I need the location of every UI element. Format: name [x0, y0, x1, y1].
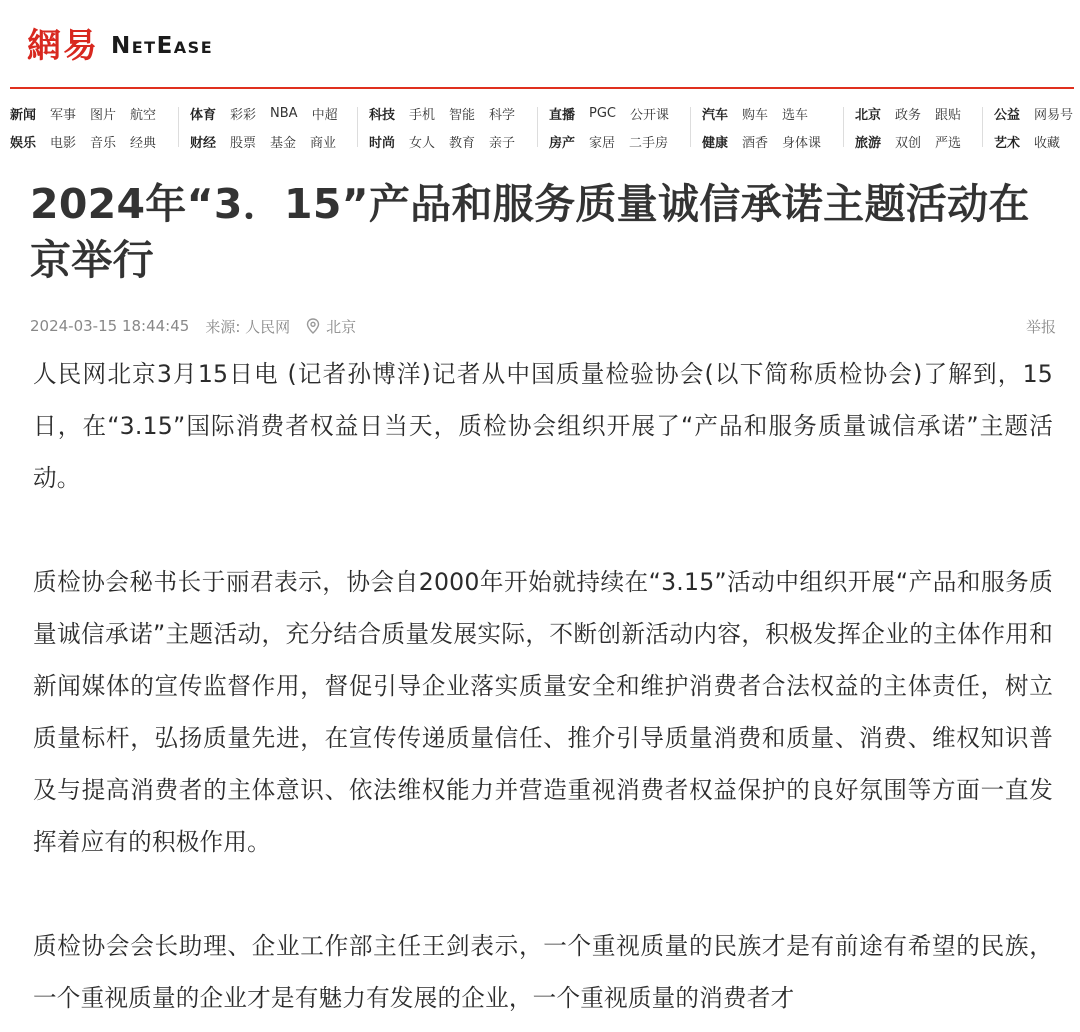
nav-row: [190, 99, 352, 127]
nav-row: [10, 127, 170, 155]
nav-link[interactable]: 财经: [190, 135, 217, 151]
nav-group-auto: [702, 99, 835, 155]
nav-group-charity: [994, 99, 1080, 155]
article-body: [33, 348, 1053, 1032]
nav-row: [10, 99, 170, 127]
publish-datetime: 2024-03-15 18:44:45: [30, 317, 190, 335]
nav-link[interactable]: 亲子: [489, 135, 516, 151]
article-location: [306, 316, 356, 337]
nav-row: [190, 127, 352, 155]
nav-group-sports: [190, 99, 352, 155]
nav-group-news: [10, 99, 170, 155]
article-meta: [30, 314, 1056, 338]
nav-link[interactable]: 图片: [90, 107, 117, 123]
nav-link[interactable]: 房产: [549, 135, 576, 151]
nav-link[interactable]: NBA: [270, 105, 298, 121]
nav-row: [369, 127, 529, 155]
nav-link[interactable]: 股票: [230, 135, 257, 151]
nav-link[interactable]: 直播: [549, 107, 576, 123]
nav-link[interactable]: 健康: [702, 135, 729, 151]
report-link[interactable]: 举报: [1025, 317, 1056, 336]
nav-link[interactable]: 选车: [782, 107, 809, 123]
header-divider: [10, 87, 1074, 89]
article-paragraph: 人民网北京3月15日电 (记者孙博洋)记者从中国质量检验协会(以下简称质检协会)了解到，15日，在“3.15”国际消费者权益日当天，质检协会组织开展了“产品和服务质量诚信承诺”主题活动。: [33, 360, 1053, 492]
nav-link[interactable]: 严选: [935, 135, 962, 151]
nav-row: [994, 99, 1080, 127]
article-title: 2024年“3．15”产品和服务质量诚信承诺主题活动在京举行: [30, 180, 1030, 284]
nav-link[interactable]: 商业: [310, 135, 337, 151]
article-paragraph: 质检协会会长助理、企业工作部主任王剑表示，一个重视质量的民族才是有前途有希望的民族，一个重视质量的企业才是有魅力有发展的企业，一个重视质量的消费者才: [33, 932, 1053, 1012]
nav-link[interactable]: 科技: [369, 107, 396, 123]
nav-link[interactable]: 双创: [895, 135, 922, 151]
nav-link[interactable]: 艺术: [994, 135, 1021, 151]
netease-logo[interactable]: [27, 26, 213, 66]
nav-link[interactable]: 二手房: [629, 135, 669, 151]
nav-link[interactable]: 旅游: [855, 135, 882, 151]
nav-row: [702, 99, 835, 127]
nav-link[interactable]: 女人: [409, 135, 436, 151]
nav-link[interactable]: 军事: [50, 107, 77, 123]
nav-row: [549, 99, 683, 127]
nav-link[interactable]: 收藏: [1034, 135, 1061, 151]
nav-link[interactable]: 航空: [130, 107, 157, 123]
nav-link[interactable]: 电影: [50, 135, 77, 151]
nav-link[interactable]: 酒香: [742, 135, 769, 151]
nav-link[interactable]: 新闻: [10, 107, 37, 123]
nav-link[interactable]: 智能: [449, 107, 476, 123]
nav-link[interactable]: 经典: [130, 135, 157, 151]
nav-link[interactable]: 体育: [190, 107, 217, 123]
nav-row: [549, 127, 683, 155]
nav-link[interactable]: 教育: [449, 135, 476, 151]
nav-link[interactable]: 基金: [270, 135, 297, 151]
nav-link[interactable]: 科学: [489, 107, 516, 123]
logo-chinese-text: 網易: [27, 26, 99, 66]
logo-english-text: NetEase: [111, 33, 214, 59]
nav-link[interactable]: 时尚: [369, 135, 396, 151]
article-source: 来源: 人民网: [205, 317, 291, 336]
nav-link[interactable]: 家居: [589, 135, 616, 151]
nav-row: [702, 127, 835, 155]
nav-group-live: [549, 99, 683, 155]
article-paragraph: 质检协会秘书长于丽君表示，协会自2000年开始就持续在“3.15”活动中组织开展“产品和服务质量诚信承诺”主题活动，充分结合质量发展实际，不断创新活动内容，积极发挥企业的主体作用和新闻媒体的宣传监督作用，督促引导企业落实质量安全和维护消费者合法权益的主体责任，树立质量标杆，弘扬质量先进，在宣传传递质量信任、推介引导质量消费和质量、消费、维权知识普及与提高消费者的主体意识、依法维权能力并营造重视消费者权益保护的良好氛围等方面一直发挥着应有的积极作用。: [33, 568, 1053, 856]
nav-link[interactable]: 彩彩: [230, 107, 257, 123]
nav-group-beijing: [855, 99, 975, 155]
nav-row: [855, 99, 975, 127]
nav-link[interactable]: 网易号: [1034, 107, 1074, 123]
nav-link[interactable]: 娱乐: [10, 135, 37, 151]
location-pin-icon: [306, 318, 320, 334]
nav-link[interactable]: 公益: [994, 107, 1021, 123]
nav-row: [369, 99, 529, 127]
nav-link[interactable]: 手机: [409, 107, 436, 123]
nav-link[interactable]: 购车: [742, 107, 769, 123]
nav-link[interactable]: 政务: [895, 107, 922, 123]
nav-group-tech: [369, 99, 529, 155]
location-text: 北京: [326, 317, 357, 336]
nav-link[interactable]: 中超: [311, 107, 338, 123]
nav-link[interactable]: PGC: [589, 105, 617, 121]
nav-link[interactable]: 身体课: [782, 135, 822, 151]
nav-row: [994, 127, 1080, 155]
channel-nav: [0, 99, 1080, 155]
nav-link[interactable]: 公开课: [630, 107, 670, 123]
nav-link[interactable]: 音乐: [90, 135, 117, 151]
nav-link[interactable]: 北京: [855, 107, 882, 123]
nav-row: [855, 127, 975, 155]
nav-link[interactable]: 跟贴: [935, 107, 962, 123]
nav-link[interactable]: 汽车: [702, 107, 729, 123]
